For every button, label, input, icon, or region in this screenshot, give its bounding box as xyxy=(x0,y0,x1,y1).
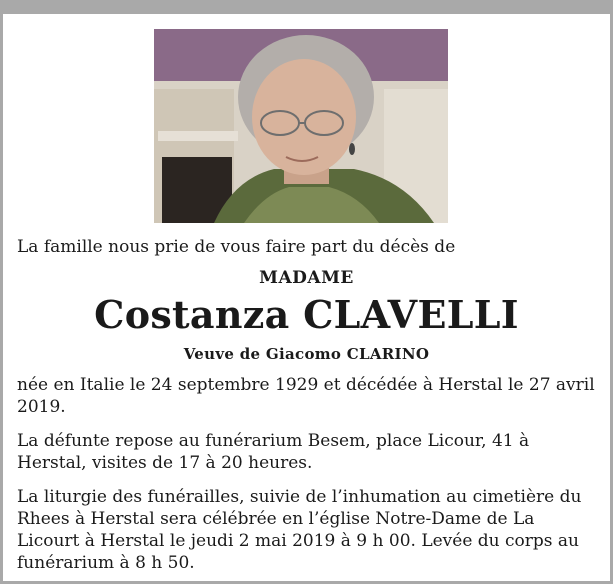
honorific-title: MADAME xyxy=(259,268,354,288)
portrait-photo xyxy=(154,29,448,223)
widow-of-line: Veuve de Giacomo CLARINO xyxy=(183,345,430,363)
funeral-home-paragraph: La défunte repose au funérarium Besem, place Licour, 41 à Herstal, visites de 17 à 20 heures. xyxy=(17,431,530,473)
deceased-name: Costanza CLAVELLI xyxy=(94,292,519,337)
intro-text: La famille nous prie de vous faire part du décès de xyxy=(17,237,456,257)
liturgy-paragraph: La liturgie des funérailles, suivie de l’inhumation au cimetière du Rhees à Herstal sera célébrée en l’église Notre-Dame de La Licourt à Herstal le jeudi 2 mai 2019 à 9 h 00. Levée du corps au funérarium à 8 h 50. xyxy=(17,487,582,573)
birth-death-paragraph: née en Italie le 24 septembre 1929 et décédée à Herstal le 27 avril 2019. xyxy=(17,375,595,417)
